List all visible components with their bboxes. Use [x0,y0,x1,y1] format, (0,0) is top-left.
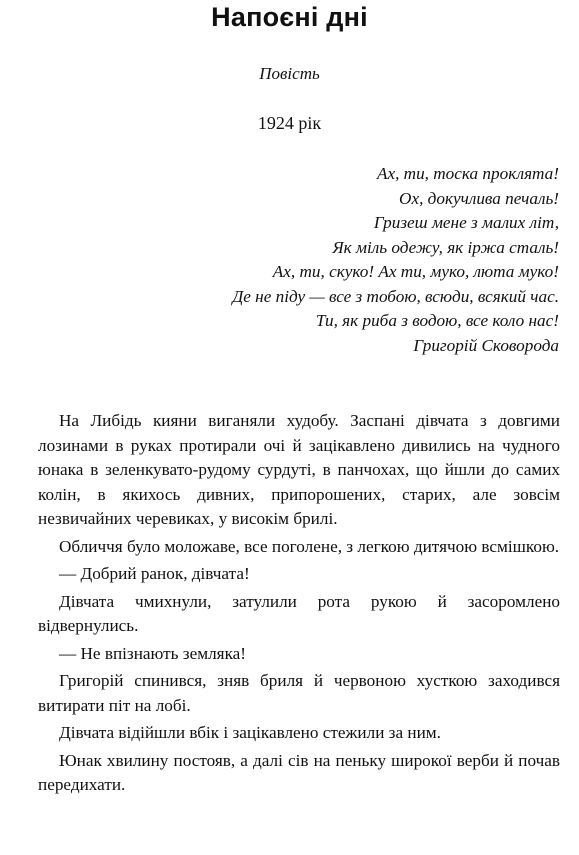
epigraph-line: Ах, ти, тоска проклята! [376,164,559,183]
paragraph: Юнак хвилину постояв, а далі сів на пеньку широкої верби й почав передихати. [38,750,560,794]
genre-subtitle: Повість [259,64,320,83]
epigraph-line: Ох, докучлива печаль! [399,188,559,208]
paragraph: — Не впізнають земляка! [59,643,247,663]
epigraph-line: Ах, ти, скуко! Ах ти, муко, люта муко! [272,262,559,281]
epigraph-line: Ти, як риба з водою, все коло нас! [315,311,559,330]
paragraph: На Либідь кияни виганяли худобу. Заспані дівчата з довгими лозинами в руках протирали очі й зацікавлено дивились на чудного юнака в зеленкувато-рудому сурдуті, в панчохах, що йшли до самих колін, в якихось дивних, припорошених, старих, але зовсім незвичайних черевиках, у високім брилі. [38,411,560,528]
paragraph: Дівчата чмихнули, затулили рота рукою й засоромлено відвернулись. [38,591,560,635]
story-body [38,409,560,798]
story-title: Напоєні дні [211,2,368,32]
epigraph [232,162,559,358]
epigraph-line: Гризеш мене з малих літ, [373,213,559,232]
paragraph: Дівчата відійшли вбік і зацікавлено стежили за ним. [59,723,441,742]
epigraph-line: Як міль одежу, як іржа сталь! [332,237,559,257]
year-line: 1924 рік [257,113,322,133]
paragraph: — Добрий ранок, дівчата! [59,564,250,583]
paragraph: Григорій спинився, зняв бриля й червоною хусткою заходився витирати піт на лобі. [38,671,560,715]
epigraph-author: Григорій Сковорода [413,335,559,355]
paragraph: Обличчя було моложаве, все поголене, з легкою дитячою всмішкою. [59,536,560,556]
epigraph-line: Де не піду — все з тобою, всюди, всякий час. [232,286,559,306]
